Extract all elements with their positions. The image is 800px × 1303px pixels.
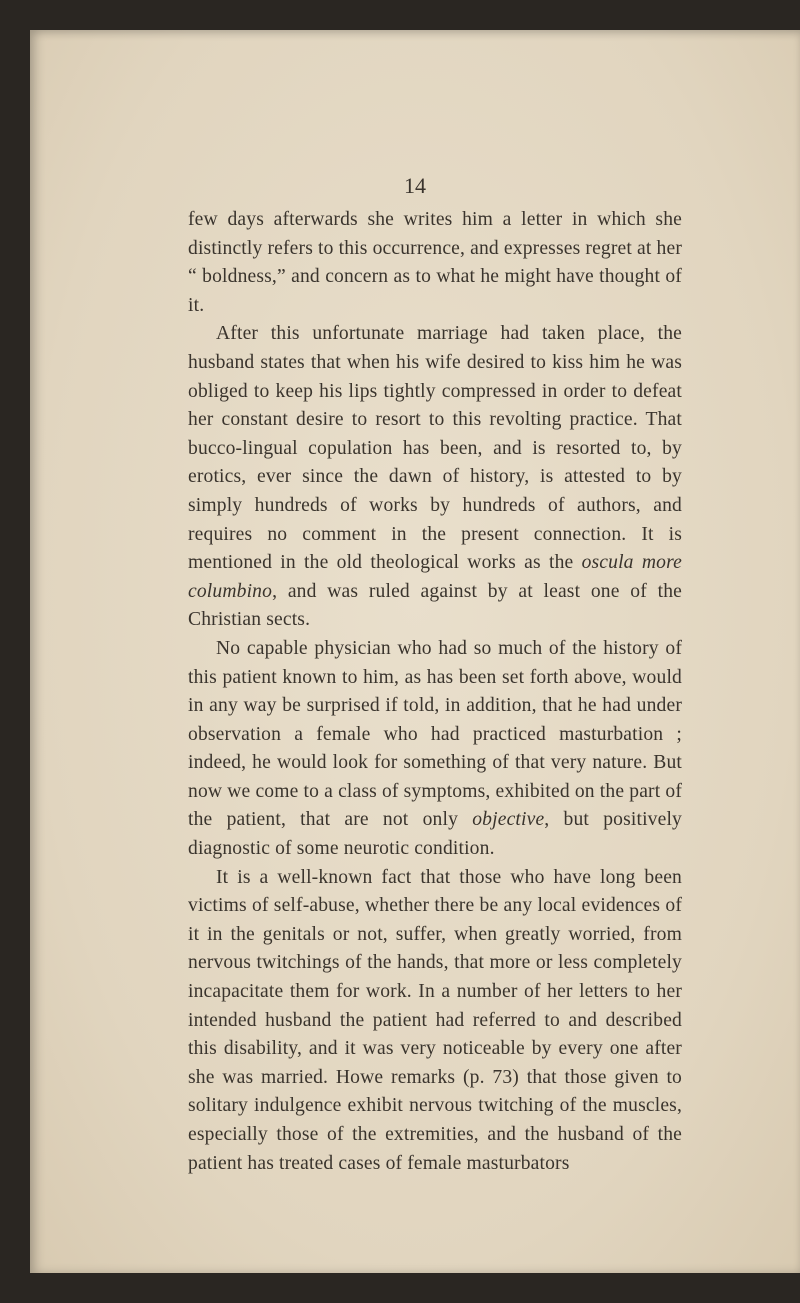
body-text bbox=[188, 206, 682, 1178]
paragraph bbox=[188, 864, 682, 1179]
text-run: , and was ruled against by at least one of the Christian sects. bbox=[188, 580, 682, 631]
text-run: It is a well-known fact that those who have long been victims of self-abuse, whether there be any local evidences of it in the genitals or not, suffer, when greatly worried, from nervous twitchings of the hands, that more or less completely incapacitate them for work. In a number of her letters to her intended husband the patient had referred to and described this disability, and it was very noticeable by every one after she was married. Howe remarks (p. 73) that those given to solitary indulgence exhibit nervous twitching of the muscles, especially those of the extremities, and the husband of the patient has treated cases of female masturbators bbox=[188, 866, 682, 1174]
paragraph bbox=[188, 635, 682, 864]
text-run: No capable physician who had so much of the history of this patient known to him, as has been set forth above, would in any way be surprised if told, in addition, that he had under observation a female who had practiced masturbation ; indeed, he would look for something of that very nature. But now we come to a class of symptoms, exhibited on the part of the patient, that are not only bbox=[188, 637, 682, 831]
paragraph bbox=[188, 206, 682, 320]
italic-run: objective bbox=[472, 809, 545, 831]
book-page bbox=[30, 30, 800, 1273]
paragraph bbox=[188, 320, 682, 635]
text-run: few days afterwards she writes him a letter in which she distinctly refers to this occurrence, and expresses regret at her “ boldness,” and concern as to what he might have thought of it. bbox=[188, 209, 682, 316]
text-run: After this unfortunate marriage had taken place, the husband states that when his wife desired to kiss him he was obliged to keep his lips tightly compressed in order to defeat her constant desire to resort to this revolting practice. That bucco-lingual copulation has been, and is resorted to, by erotics, ever since the dawn of history, is attested to by simply hundreds of works by hundreds of authors, and requires no comment in the present connection. It is mentioned in the old theological works as the bbox=[188, 323, 682, 574]
page-number: 14 bbox=[404, 173, 426, 198]
text-run: , but positively diagnostic of some neurotic condition. bbox=[188, 809, 682, 860]
italic-run: oscula more columbino bbox=[188, 552, 682, 602]
